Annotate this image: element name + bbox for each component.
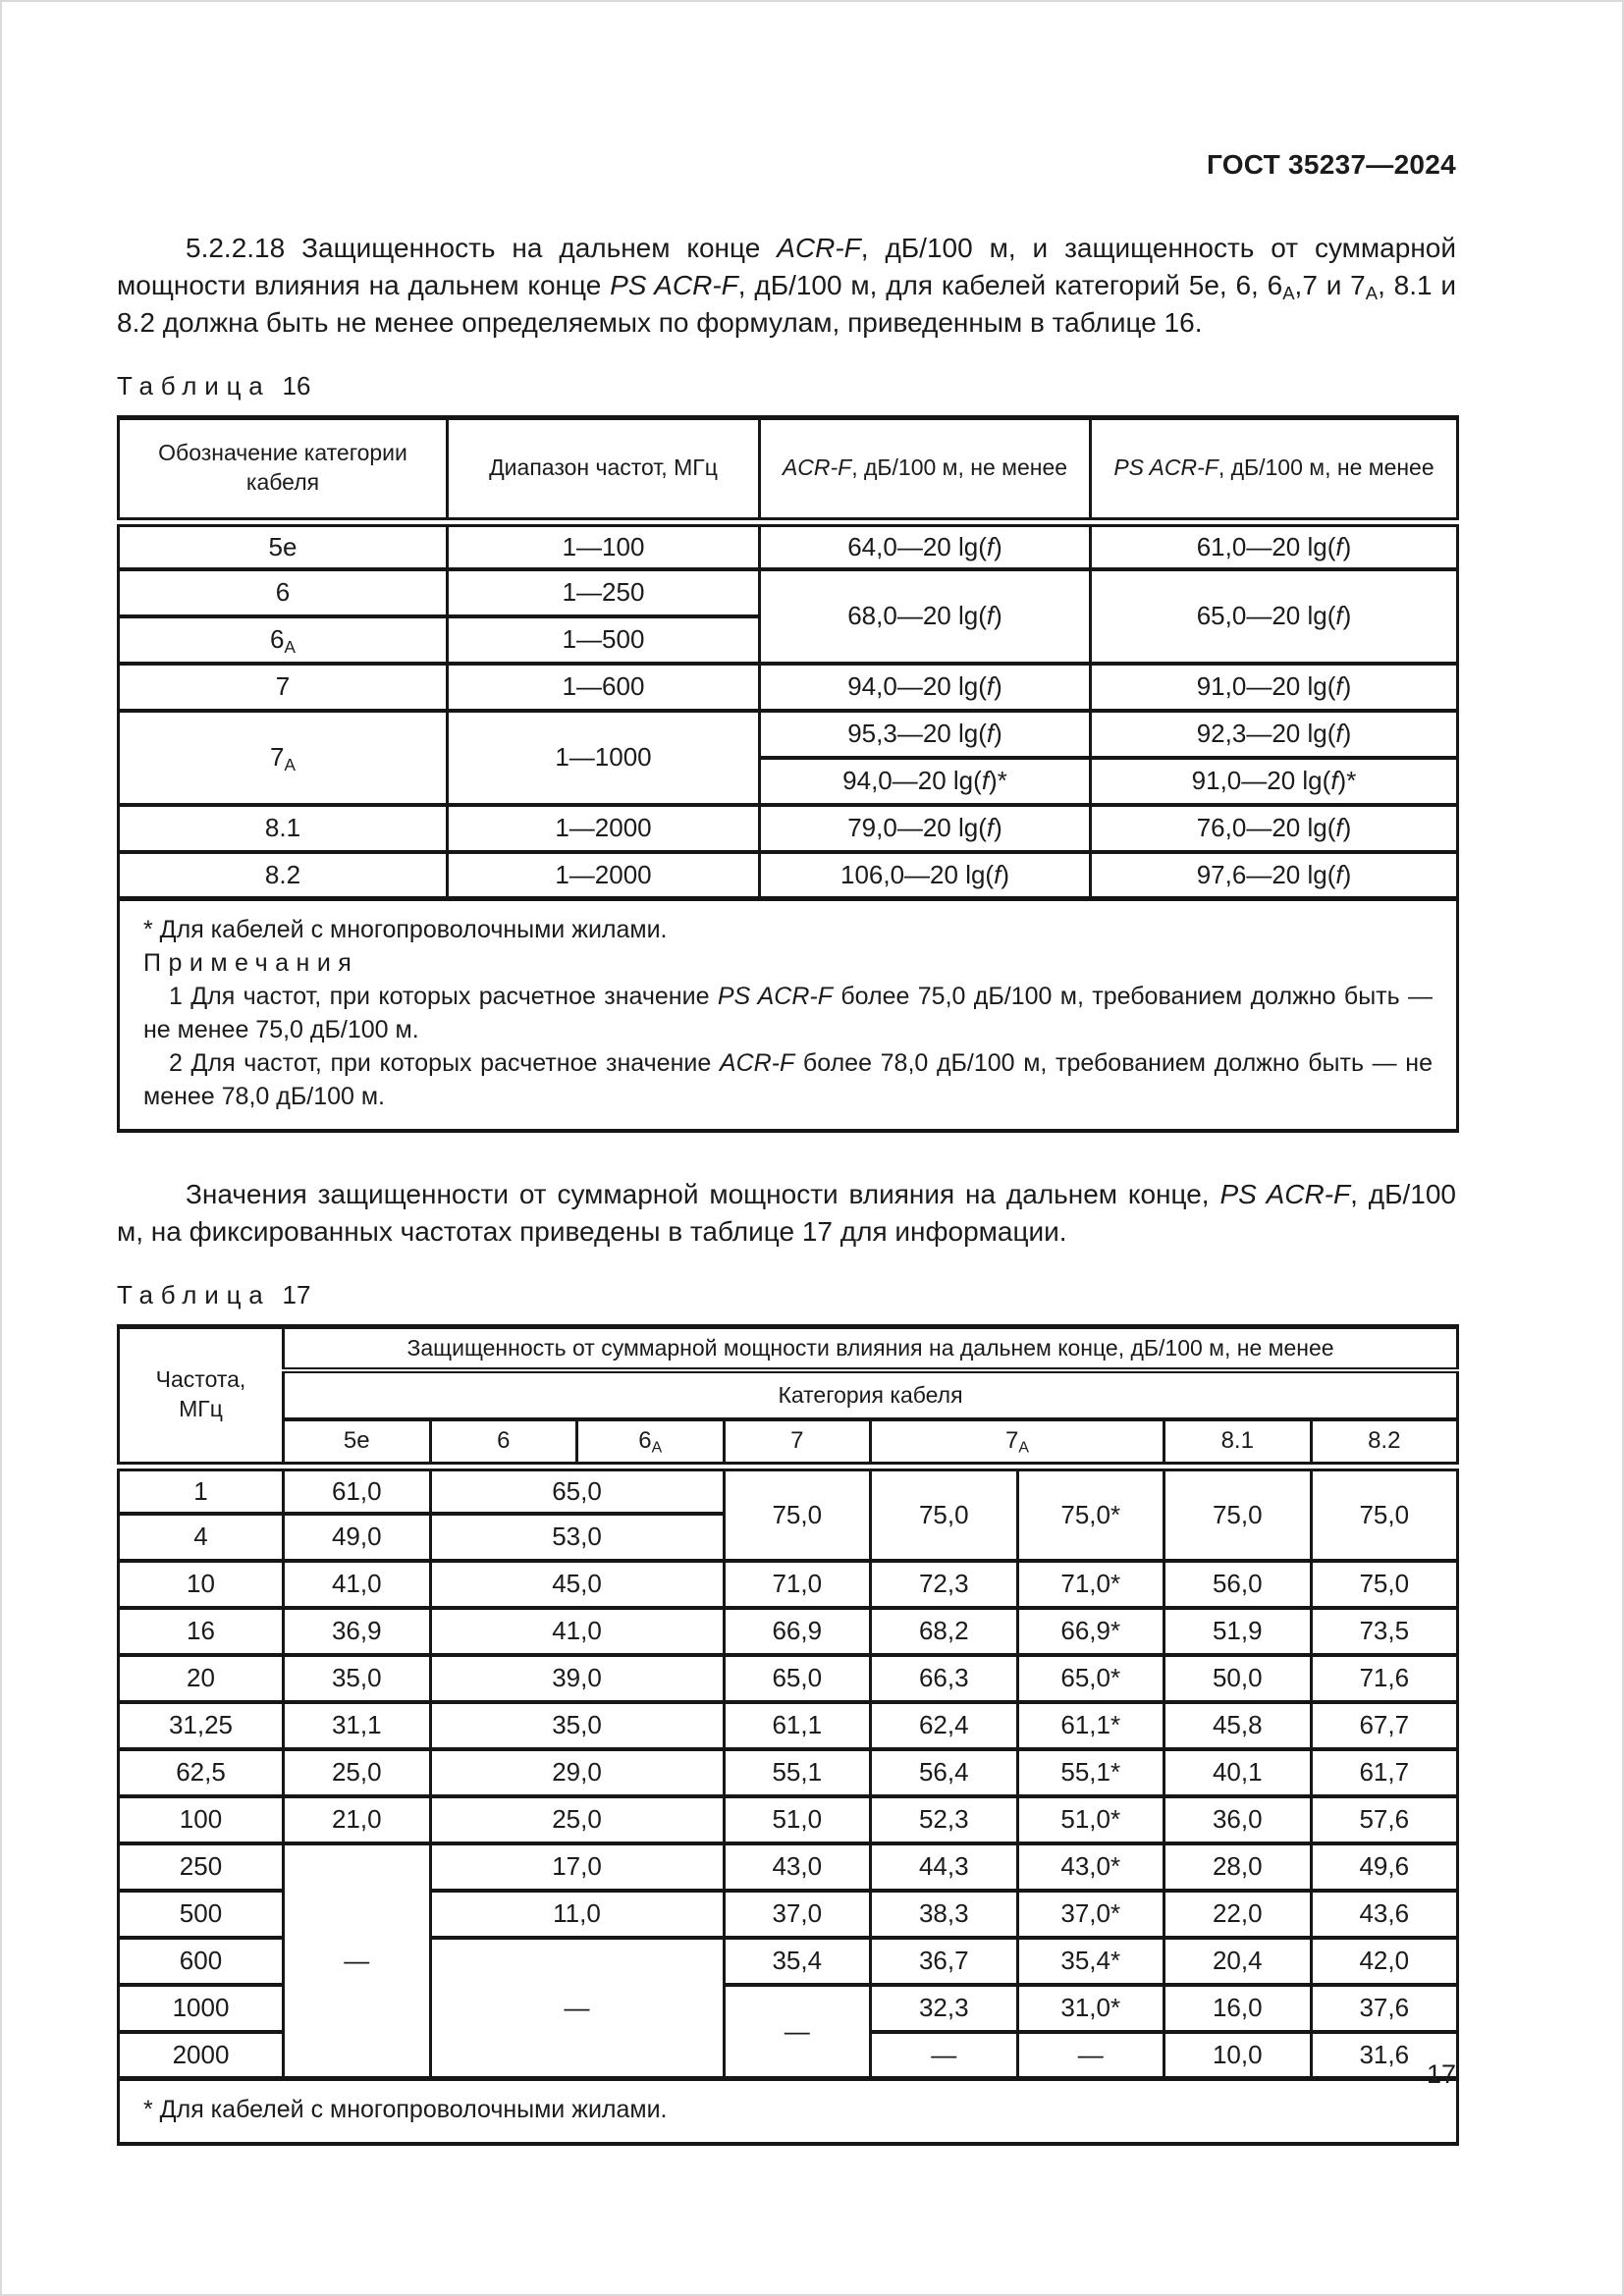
cell-81: 28,0 (1164, 1843, 1312, 1891)
table17-row-16mhz (119, 1608, 1458, 1655)
cell-psacrf: 92,3—20 lg(f) (1091, 711, 1458, 758)
cell-7a: 44,3 (871, 1843, 1018, 1891)
cell-frequency: 100 (119, 1796, 284, 1843)
table17-header-row-2 (119, 1370, 1458, 1419)
cell-6-6a: 39,0 (430, 1655, 724, 1702)
cell-81: 16,0 (1164, 1985, 1312, 2032)
cell-82: 57,6 (1311, 1796, 1458, 1843)
cell-82: 75,0 (1311, 1561, 1458, 1608)
table17-footnote-star: * Для кабелей с многопроволочными жилами. (143, 2096, 668, 2123)
cell-acrf: 79,0—20 lg(f) (760, 805, 1091, 852)
cell-6-6a: 29,0 (430, 1749, 724, 1796)
cell-81: 20,4 (1164, 1938, 1312, 1985)
table17-row-250mhz (119, 1843, 1458, 1891)
table16-note-2: 2 Для частот, при которых расчетное значение ACR-F более 78,0 дБ/100 м, требованием должно быть — не менее 78,0 дБ/100 м. (143, 1049, 1433, 1110)
table16-row-7 (119, 664, 1458, 711)
cell-frequency: 10 (119, 1561, 284, 1608)
cell-5e: 36,9 (284, 1608, 431, 1655)
cell-81: 40,1 (1164, 1749, 1312, 1796)
cell-5e: 25,0 (284, 1749, 431, 1796)
cell-7a: 75,0 (871, 1467, 1018, 1561)
cell-7a-stranded: 75,0* (1017, 1467, 1164, 1561)
cell-5e: 31,1 (284, 1702, 431, 1749)
cell-frequency: 1000 (119, 1985, 284, 2032)
cell-range: 1—100 (448, 522, 760, 569)
cell-5e: 41,0 (284, 1561, 431, 1608)
cell-82: 75,0 (1311, 1467, 1458, 1561)
cell-7a-stranded: 31,0* (1017, 1985, 1164, 2032)
table17-header-row-1 (119, 1327, 1458, 1370)
table17-col-81: 8.1 (1164, 1419, 1312, 1467)
page-content (117, 0, 1456, 2146)
cell-6-6a: 45,0 (430, 1561, 724, 1608)
cell-82: 31,6 (1311, 2032, 1458, 2079)
cell-6-6a: 17,0 (430, 1843, 724, 1891)
cell-acrf-merged-6-6a: 68,0—20 lg(f) (760, 569, 1091, 664)
cell-category-7a: $7_А$ (119, 711, 448, 805)
cell-82: 67,7 (1311, 1702, 1458, 1749)
cell-6-6a: 25,0 (430, 1796, 724, 1843)
cell-frequency: 250 (119, 1843, 284, 1891)
cell-7: 61,1 (724, 1702, 871, 1749)
cell-82: 37,6 (1311, 1985, 1458, 2032)
table16-caption (117, 371, 1456, 401)
table17-header-title: Защищенность от суммарной мощности влияния на дальнем конце, дБ/100 м, не менее (284, 1327, 1458, 1370)
table16-footnote-cell (119, 899, 1458, 1132)
cell-frequency: 16 (119, 1608, 284, 1655)
table16-header-category: Обозначение категории кабеля (119, 418, 448, 522)
table16-header-acrf: ACR-F, дБ/100 м, не менее (760, 418, 1091, 522)
cell-81: 36,0 (1164, 1796, 1312, 1843)
cell-7a: 36,7 (871, 1938, 1018, 1985)
cell-81: 22,0 (1164, 1891, 1312, 1938)
cell-7a-stranded: 61,1* (1017, 1702, 1164, 1749)
table16-row-81 (119, 805, 1458, 852)
cell-frequency: 1 (119, 1467, 284, 1514)
cell-range: 1—500 (448, 616, 760, 664)
table16-caption-word: Таблица (117, 371, 271, 400)
table17-header-category: Категория кабеля (284, 1370, 1458, 1419)
cell-81: 10,0 (1164, 2032, 1312, 2079)
doc-code-header: ГОСТ 35237—2024 (1206, 149, 1456, 180)
table16-header-psacrf: PS ACR-F, дБ/100 м, не менее (1091, 418, 1458, 522)
cell-6-6a: 65,0 (430, 1467, 724, 1514)
table16-row-6 (119, 569, 1458, 616)
table17-header-frequency: Частота, МГц (119, 1327, 284, 1467)
paragraph-5-2-2-18: 5.2.2.18 Защищенность на дальнем конце ACR-F, дБ/100 м, и защищенность от суммарной мощности влияния на дальнем конце PS ACR-F, дБ/100 м, для кабелей категорий 5е, 6, $6_А,7$ и $7_А$, 8.1 и 8.2 должна быть не менее определяемых по формулам, приведенным в таблице 16. (117, 233, 1457, 338)
cell-5e: 49,0 (284, 1514, 431, 1561)
cell-7: 65,0 (724, 1655, 871, 1702)
table17-footnote-cell (119, 2079, 1458, 2145)
table-16 (117, 415, 1459, 1133)
cell-frequency: 2000 (119, 2032, 284, 2079)
cell-7a-stranded: 55,1* (1017, 1749, 1164, 1796)
cell-82: 43,6 (1311, 1891, 1458, 1938)
cell-category: 7 (119, 664, 448, 711)
table17-caption-number: 17 (282, 1280, 311, 1309)
table17-col-5e: 5е (284, 1419, 431, 1467)
cell-82: 71,6 (1311, 1655, 1458, 1702)
table17-row-1mhz (119, 1467, 1458, 1514)
cell-5e: 61,0 (284, 1467, 431, 1514)
cell-frequency: 600 (119, 1938, 284, 1985)
cell-6-6a: 35,0 (430, 1702, 724, 1749)
cell-range: 1—2000 (448, 805, 760, 852)
cell-7a: 52,3 (871, 1796, 1018, 1843)
table17-col-7: 7 (724, 1419, 871, 1467)
table16-header-row (119, 418, 1458, 522)
cell-range: 1—250 (448, 569, 760, 616)
table17-caption (117, 1280, 1456, 1310)
table17-row-20mhz (119, 1655, 1458, 1702)
cell-6-6a: 11,0 (430, 1891, 724, 1938)
cell-7: 75,0 (724, 1467, 871, 1561)
cell-5e-dash: — (284, 1843, 431, 2079)
cell-7a-stranded: 43,0* (1017, 1843, 1164, 1891)
table17-col-82: 8.2 (1311, 1419, 1458, 1467)
cell-81: 45,8 (1164, 1702, 1312, 1749)
cell-5e: 35,0 (284, 1655, 431, 1702)
cell-82: 73,5 (1311, 1608, 1458, 1655)
cell-psacrf: 76,0—20 lg(f) (1091, 805, 1458, 852)
cell-psacrf: 61,0—20 lg(f) (1091, 522, 1458, 569)
cell-7a-stranded: 51,0* (1017, 1796, 1164, 1843)
table17-footnote-row (119, 2079, 1458, 2145)
table-17 (117, 1324, 1459, 2146)
table16-row-5e (119, 522, 1458, 569)
cell-acrf: 95,3—20 lg(f) (760, 711, 1091, 758)
table16-footnote-star: * Для кабелей с многопроволочными жилами. (143, 916, 668, 943)
table16-row-82 (119, 852, 1458, 899)
table16-note-1: 1 Для частот, при которых расчетное значение PS ACR-F более 75,0 дБ/100 м, требованием должно быть — не менее 75,0 дБ/100 м. (143, 983, 1434, 1043)
cell-acrf: 94,0—20 lg(f) (760, 664, 1091, 711)
table17-caption-word: Таблица (117, 1280, 271, 1309)
cell-category: 6 (119, 569, 448, 616)
cell-7a: 38,3 (871, 1891, 1018, 1938)
cell-7: 66,9 (724, 1608, 871, 1655)
cell-acrf-stranded: 94,0—20 lg(f)* (760, 758, 1091, 805)
cell-range: 1—2000 (448, 852, 760, 899)
table17-header-row-3 (119, 1419, 1458, 1467)
cell-frequency: 31,25 (119, 1702, 284, 1749)
cell-7a-stranded: 65,0* (1017, 1655, 1164, 1702)
cell-6-6a: 41,0 (430, 1608, 724, 1655)
table17-row-31-25mhz (119, 1702, 1458, 1749)
cell-7: 55,1 (724, 1749, 871, 1796)
table17-row-10mhz (119, 1561, 1458, 1608)
cell-7a-stranded: 35,4* (1017, 1938, 1164, 1985)
cell-7: 43,0 (724, 1843, 871, 1891)
cell-7a-stranded: 66,9* (1017, 1608, 1164, 1655)
cell-category: $6_А$ (119, 616, 448, 664)
cell-category: 8.2 (119, 852, 448, 899)
cell-81: 56,0 (1164, 1561, 1312, 1608)
cell-range-7a: 1—1000 (448, 711, 760, 805)
table16-header-range: Диапазон частот, МГц (448, 418, 760, 522)
cell-7a: 32,3 (871, 1985, 1018, 2032)
table16-footnote-row (119, 899, 1458, 1132)
cell-81: 51,9 (1164, 1608, 1312, 1655)
cell-7-dash: — (724, 1985, 871, 2079)
cell-81: 75,0 (1164, 1467, 1312, 1561)
cell-5e: 21,0 (284, 1796, 431, 1843)
cell-7: 35,4 (724, 1938, 871, 1985)
cell-psacrf-stranded: 91,0—20 lg(f)* (1091, 758, 1458, 805)
cell-7a-stranded: 71,0* (1017, 1561, 1164, 1608)
cell-acrf: 64,0—20 lg(f) (760, 522, 1091, 569)
cell-6-6a-dash: — (430, 1938, 724, 2079)
cell-7: 51,0 (724, 1796, 871, 1843)
cell-7: 37,0 (724, 1891, 871, 1938)
cell-7a-stranded-dash: — (1017, 2032, 1164, 2079)
cell-7a: 72,3 (871, 1561, 1018, 1608)
cell-frequency: 500 (119, 1891, 284, 1938)
table17-col-6: 6 (430, 1419, 577, 1467)
cell-7a: 66,3 (871, 1655, 1018, 1702)
cell-7a: 56,4 (871, 1749, 1018, 1796)
cell-82: 49,6 (1311, 1843, 1458, 1891)
cell-7a: 68,2 (871, 1608, 1018, 1655)
table17-row-100mhz (119, 1796, 1458, 1843)
cell-psacrf: 91,0—20 lg(f) (1091, 664, 1458, 711)
table17-col-6a: $6_А$ (577, 1419, 725, 1467)
cell-acrf: 106,0—20 lg(f) (760, 852, 1091, 899)
table16-row-7a-upper (119, 711, 1458, 758)
cell-frequency: 4 (119, 1514, 284, 1561)
cell-7a-stranded: 37,0* (1017, 1891, 1164, 1938)
cell-frequency: 20 (119, 1655, 284, 1702)
cell-7a: 62,4 (871, 1702, 1018, 1749)
table17-col-7a: $7_А$ (871, 1419, 1164, 1467)
page-number: 17 (1426, 2059, 1456, 2089)
cell-82: 42,0 (1311, 1938, 1458, 1985)
cell-6-6a: 53,0 (430, 1514, 724, 1561)
table16-notes-title: Примечания (143, 949, 359, 977)
table17-row-62-5mhz (119, 1749, 1458, 1796)
cell-82: 61,7 (1311, 1749, 1458, 1796)
cell-7a-dash: — (871, 2032, 1018, 2079)
cell-category: 8.1 (119, 805, 448, 852)
paragraph-table17-intro: Значения защищенности от суммарной мощности влияния на дальнем конце, PS ACR-F, дБ/100 м, на фиксированных частотах приведены в таблице 17 для информации. (117, 1179, 1457, 1247)
cell-category: 5е (119, 522, 448, 569)
cell-frequency: 62,5 (119, 1749, 284, 1796)
cell-psacrf-merged-6-6a: 65,0—20 lg(f) (1091, 569, 1458, 664)
table16-caption-number: 16 (282, 371, 311, 400)
cell-range: 1—600 (448, 664, 760, 711)
cell-7: 71,0 (724, 1561, 871, 1608)
cell-psacrf: 97,6—20 lg(f) (1091, 852, 1458, 899)
cell-81: 50,0 (1164, 1655, 1312, 1702)
